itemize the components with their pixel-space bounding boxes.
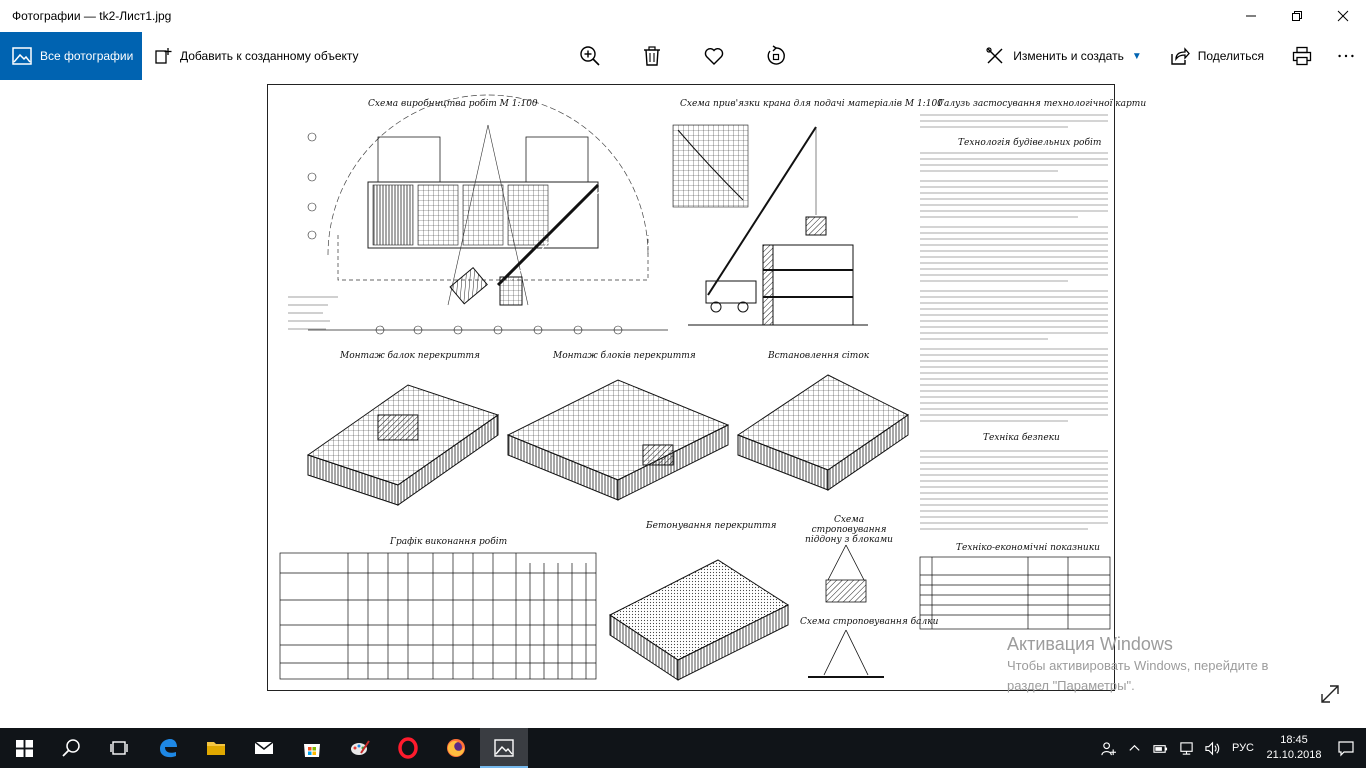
title-concreting: Бетонування перекриття [646, 521, 777, 531]
action-center-button[interactable] [1326, 728, 1366, 768]
technical-drawing [268, 85, 1116, 692]
zoom-in-icon [579, 45, 601, 67]
opera-icon [397, 737, 419, 759]
fullscreen-button[interactable] [1318, 682, 1342, 706]
title-safety: Техніка безпеки [983, 433, 1060, 443]
clock[interactable] [1262, 733, 1326, 763]
app-toolbar [0, 32, 1366, 80]
add-to-creation-label: Добавить к созданному объекту [180, 49, 359, 63]
edit-create-button[interactable] [985, 46, 1141, 66]
chevron-up-icon [1127, 741, 1142, 756]
store-icon [301, 737, 323, 759]
edit-create-icon [985, 46, 1005, 66]
title-beams-mount: Монтаж балок перекриття [340, 351, 480, 361]
taskbar-photos[interactable] [480, 728, 528, 768]
rotate-icon [765, 45, 787, 67]
share-label: Поделиться [1197, 49, 1264, 63]
taskbar-explorer[interactable] [192, 728, 240, 768]
volume-button[interactable] [1200, 728, 1226, 768]
taskbar-edge[interactable] [144, 728, 192, 768]
people-icon [1101, 741, 1116, 756]
concreting-view [610, 560, 788, 680]
photo-viewer [0, 80, 1366, 728]
battery-button[interactable] [1148, 728, 1174, 768]
notification-icon [1338, 740, 1354, 756]
activation-watermark [1007, 634, 1327, 695]
chevron-down-icon: ▼ [1131, 50, 1142, 62]
title-work-scheme: Схема виробництва робіт М 1:100 [368, 99, 538, 109]
work-scheme-plan [288, 95, 668, 334]
title-pallet-sling: Схема строповування піддону з блоками [805, 515, 893, 545]
delete-button[interactable] [637, 41, 667, 71]
search-button[interactable] [48, 728, 96, 768]
network-button[interactable] [1174, 728, 1200, 768]
minimize-icon [1246, 11, 1256, 21]
edge-icon [157, 737, 179, 759]
task-view-button[interactable] [96, 728, 144, 768]
title-grid-install: Встановлення сіток [768, 351, 870, 361]
share-button[interactable] [1170, 46, 1264, 66]
more-icon [1338, 54, 1354, 58]
watermark-line1: Чтобы активировать Windows, перейдите в [1007, 658, 1269, 673]
image-actions [575, 32, 823, 80]
all-photos-label: Все фотографии [40, 49, 134, 63]
trash-icon [641, 45, 663, 67]
firefox-icon [445, 737, 467, 759]
taskbar [0, 728, 1366, 768]
title-application: Галузь застосування технологічної карти [938, 99, 1147, 109]
title-bar [0, 0, 1366, 32]
restore-icon [1292, 11, 1302, 21]
title-schedule: Графік виконання робіт [390, 537, 508, 547]
taskbar-store[interactable] [288, 728, 336, 768]
language-indicator[interactable]: РУС [1231, 742, 1254, 754]
work-schedule-table [280, 553, 596, 679]
printer-icon [1292, 46, 1312, 66]
network-icon [1179, 741, 1194, 756]
close-icon [1338, 11, 1348, 21]
photos-icon [12, 47, 32, 65]
tray-chevron-button[interactable] [1122, 728, 1148, 768]
folder-icon [205, 737, 227, 759]
edit-create-label: Изменить и создать [1013, 49, 1124, 63]
expand-icon [1318, 682, 1342, 706]
battery-icon [1153, 741, 1168, 756]
paint-icon [349, 737, 371, 759]
watermark-title: Активация Windows [1007, 634, 1173, 654]
grid-install-view [738, 375, 908, 490]
people-button[interactable] [1096, 728, 1122, 768]
title-tech-econ: Техніко-економічні показники [956, 543, 1100, 553]
print-button[interactable] [1292, 46, 1312, 66]
rotate-button[interactable] [761, 41, 791, 71]
close-button[interactable] [1320, 0, 1366, 32]
title-blocks-mount: Монтаж блоків перекриття [553, 351, 696, 361]
mail-icon [253, 737, 275, 759]
taskbar-mail[interactable] [240, 728, 288, 768]
crane-scheme [673, 125, 868, 325]
window-title: Фотографии — tk2-Лист1.jpg [12, 9, 172, 23]
heart-icon [703, 45, 725, 67]
title-crane-scheme: Схема прив'язки крана для подачі матеріалів М 1:100 [680, 99, 943, 109]
search-icon [61, 737, 83, 759]
tech-econ-table [920, 557, 1110, 629]
maximize-button[interactable] [1274, 0, 1320, 32]
minimize-button[interactable] [1228, 0, 1274, 32]
title-technology: Технологія будівельних робіт [958, 138, 1102, 148]
add-to-creation-button[interactable] [154, 47, 359, 65]
share-icon [1170, 46, 1190, 66]
title-beam-sling: Схема строповування балки [800, 617, 939, 627]
text-column [920, 115, 1108, 529]
beams-mount-view [308, 385, 498, 505]
all-photos-button[interactable] [0, 32, 142, 80]
more-button[interactable] [1326, 32, 1366, 80]
favorite-button[interactable] [699, 41, 729, 71]
taskbar-firefox[interactable] [432, 728, 480, 768]
blocks-mount-view [508, 380, 728, 500]
windows-icon [16, 740, 33, 757]
sling-schemes [808, 545, 884, 677]
photos-app-icon [493, 737, 515, 759]
zoom-button[interactable] [575, 41, 605, 71]
clock-date: 21.10.2018 [1266, 749, 1322, 761]
start-button[interactable] [0, 728, 48, 768]
taskbar-paint[interactable] [336, 728, 384, 768]
system-tray [1096, 728, 1366, 768]
clock-time: 18:45 [1280, 734, 1308, 746]
add-creation-icon [154, 47, 172, 65]
watermark-line2: раздел "Параметры". [1007, 678, 1135, 693]
task-view-icon [109, 737, 131, 759]
taskbar-opera[interactable] [384, 728, 432, 768]
volume-icon [1205, 741, 1220, 756]
toolbar-right [985, 32, 1366, 80]
